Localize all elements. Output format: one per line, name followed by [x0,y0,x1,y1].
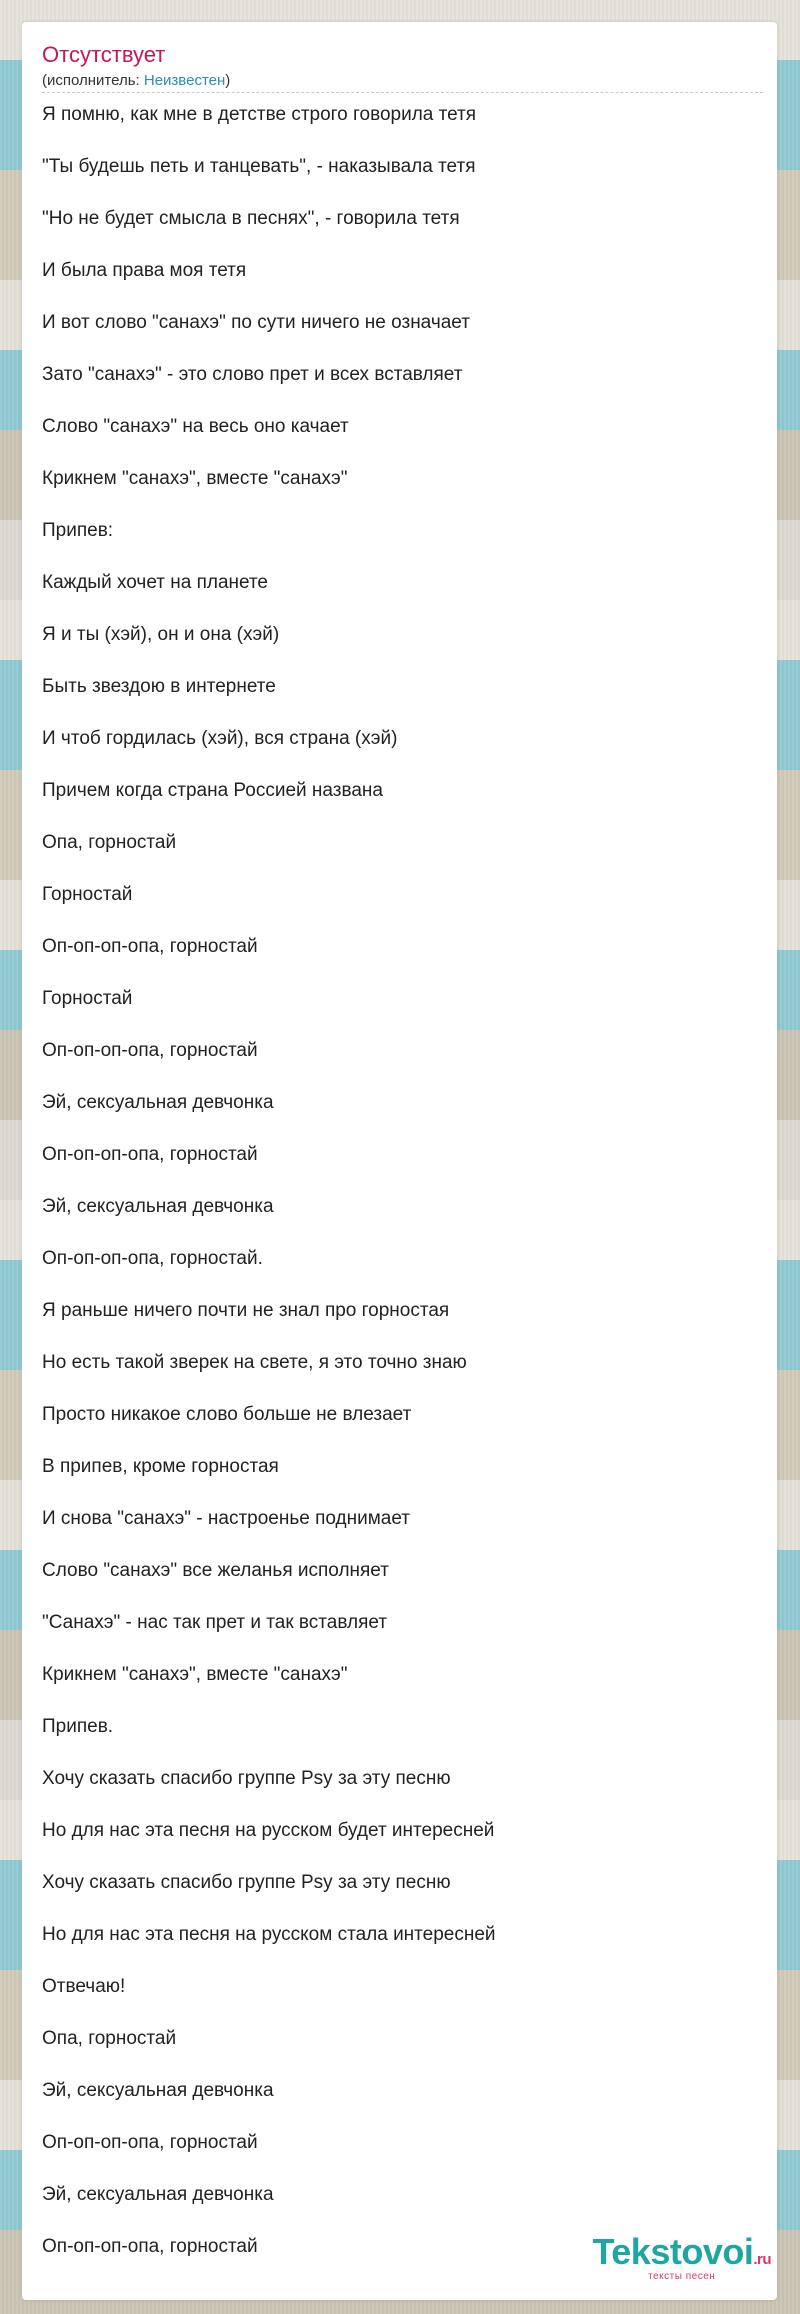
lyric-line: Каждый хочет на планете [42,572,268,593]
lyric-line: Хочу сказать спасибо группе Psy за эту песню [42,1768,451,1789]
lyric-line: "Санахэ" - нас так прет и так вставляет [42,1612,388,1633]
lyric-line: Я и ты (хэй), он и она (хэй) [42,624,280,645]
lyric-line: Быть звездою в интернете [42,676,276,697]
lyric-line: Причем когда страна Россией названа [42,780,383,801]
lyric-line: Оп-оп-оп-опа, горностай [42,2132,258,2153]
lyric-line: Припев: [42,520,114,541]
lyric-line: Я раньше ничего почти не знал про горностая [42,1300,450,1321]
lyric-line: И чтоб гордилась (хэй), вся страна (хэй) [42,728,398,749]
lyric-line: Эй, сексуальная девчонка [42,2184,274,2205]
lyric-line: И вот слово "санахэ" по сути ничего не означает [42,312,470,333]
lyric-line: И была права моя тетя [42,260,247,281]
lyric-line: Оп-оп-оп-опа, горностай. [42,1248,263,1269]
lyric-line: Горностай [42,884,133,905]
song-artist-line [42,73,230,88]
lyric-line: Слово "санахэ" все желанья исполняет [42,1560,389,1581]
title-divider [42,92,763,93]
lyric-line: И снова "санахэ" - настроенье поднимает [42,1508,411,1529]
lyric-line: Эй, сексуальная девчонка [42,1092,274,1113]
lyric-line: Зато "санахэ" - это слово прет и всех вставляет [42,364,463,385]
logo-tagline: тексты песен [648,2271,716,2282]
lyric-line: Опа, горностай [42,832,177,853]
site-logo[interactable] [592,2231,771,2282]
lyric-line: Оп-оп-оп-опа, горностай [42,1040,258,1061]
lyric-line: Крикнем "санахэ", вместе "санахэ" [42,1664,348,1685]
lyric-line: Хочу сказать спасибо группе Psy за эту песню [42,1872,451,1893]
artist-prefix: (исполнитель: [42,72,144,89]
artist-link[interactable]: Неизвестен [143,72,226,89]
lyric-line: Опа, горностай [42,2028,177,2049]
lyric-line: "Но не будет смысла в песнях", - говорила тетя [42,208,460,229]
lyric-line: Просто никакое слово больше не влезает [42,1404,412,1425]
lyrics-list [42,104,496,2288]
lyric-line: Эй, сексуальная девчонка [42,1196,274,1217]
lyric-line: Слово "санахэ" на весь оно качает [42,416,349,437]
lyric-line: Но для нас эта песня на русском стала интересней [42,1924,496,1945]
lyric-line: Крикнем "санахэ", вместе "санахэ" [42,468,348,489]
logo-domain-suffix: .ru [753,2251,771,2268]
lyric-line: В припев, кроме горностая [42,1456,279,1477]
lyric-line: Но для нас эта песня на русском будет интересней [42,1820,495,1841]
lyric-line: Я помню, как мне в детстве строго говорила тетя [42,104,477,125]
lyric-line: Оп-оп-оп-опа, горностай [42,1144,258,1165]
lyric-line: Но есть такой зверек на свете, я это точно знаю [42,1352,467,1373]
lyric-line: Эй, сексуальная девчонка [42,2080,274,2101]
lyric-line: Оп-оп-оп-опа, горностай [42,936,258,957]
lyric-line: "Ты будешь петь и танцевать", - наказывала тетя [42,156,476,177]
song-title: Отсутствует [42,42,166,67]
lyric-line: Оп-оп-оп-опа, горностай [42,2236,258,2257]
lyric-line: Отвечаю! [42,1976,126,1997]
artist-suffix: ) [225,72,231,89]
lyrics-panel [22,22,777,2300]
logo-wordmark: Tekstovoi [592,2231,754,2272]
lyric-line: Горностай [42,988,133,1009]
lyric-line: Припев. [42,1716,114,1737]
